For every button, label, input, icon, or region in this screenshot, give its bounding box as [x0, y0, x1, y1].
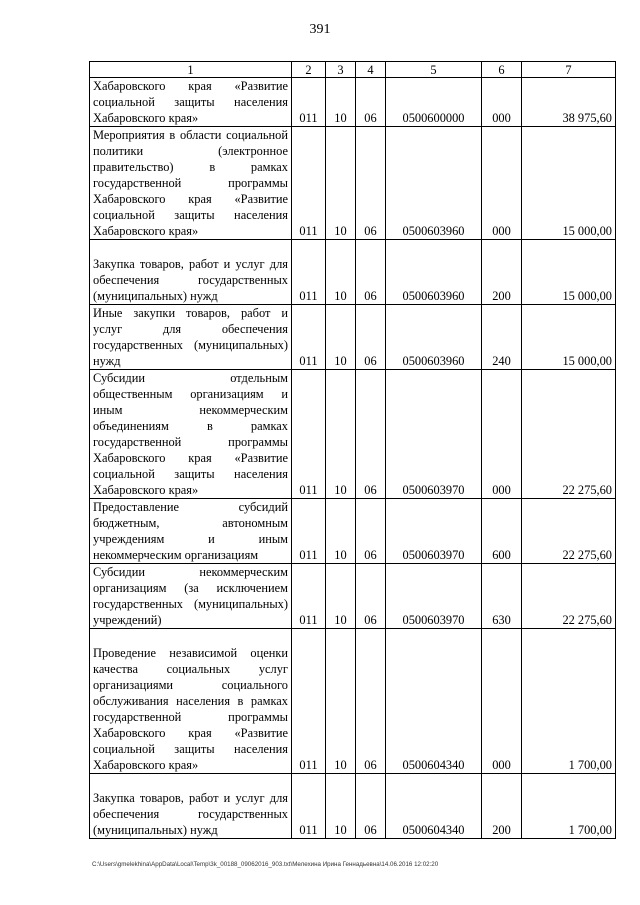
- row-code-expense: 000: [482, 629, 522, 774]
- row-amount: 1 700,00: [522, 774, 616, 839]
- row-code-subsection: 06: [356, 774, 386, 839]
- header-cell: 5: [386, 62, 482, 78]
- table-row: [90, 774, 616, 839]
- row-code-expense: 000: [482, 78, 522, 127]
- row-amount: 15 000,00: [522, 240, 616, 305]
- row-code-admin: 011: [292, 78, 326, 127]
- table-row: [90, 629, 616, 774]
- row-code-admin: 011: [292, 629, 326, 774]
- budget-table: [89, 61, 616, 839]
- row-code-target: 0500603960: [386, 305, 482, 370]
- row-code-expense: 200: [482, 240, 522, 305]
- row-code-admin: 011: [292, 240, 326, 305]
- row-name: Субсидии отдельным общественным организациям и иным некоммерческим объединениям в рамках государственной программы Хабаровского края «Развитие социальной защиты населения Хабаровского края»: [90, 370, 292, 499]
- file-path-footer: C:\Users\gmelekhina\AppData\Local\Temp\3k_00188_09062016_903.txt\Мелехина Ирина Геннадьевна\14.06.2016 12:02:20: [92, 861, 439, 868]
- row-code-subsection: 06: [356, 127, 386, 240]
- row-code-section: 10: [326, 370, 356, 499]
- row-code-expense: 600: [482, 499, 522, 564]
- table-row: [90, 240, 616, 305]
- row-amount: 15 000,00: [522, 305, 616, 370]
- row-code-admin: 011: [292, 370, 326, 499]
- row-code-section: 10: [326, 629, 356, 774]
- row-code-target: 0500603960: [386, 240, 482, 305]
- row-code-expense: 000: [482, 127, 522, 240]
- row-amount: 38 975,60: [522, 78, 616, 127]
- row-code-subsection: 06: [356, 499, 386, 564]
- row-code-section: 10: [326, 499, 356, 564]
- row-name: Мероприятия в области социальной политики (электронное правительство) в рамках государственной программы Хабаровского края «Развитие социальной защиты населения Хабаровского края»: [90, 127, 292, 240]
- row-code-target: 0500600000: [386, 78, 482, 127]
- table-row: [90, 78, 616, 127]
- row-code-admin: 011: [292, 305, 326, 370]
- row-name: Предоставление субсидий бюджетным, автономным учреждениям и иным некоммерческим организациям: [90, 499, 292, 564]
- header-cell: 1: [90, 62, 292, 78]
- row-code-section: 10: [326, 305, 356, 370]
- table-header-row: [90, 62, 616, 78]
- row-amount: 22 275,60: [522, 499, 616, 564]
- header-cell: 6: [482, 62, 522, 78]
- row-code-subsection: 06: [356, 370, 386, 499]
- row-code-admin: 011: [292, 564, 326, 629]
- row-code-subsection: 06: [356, 305, 386, 370]
- row-name: Закупка товаров, работ и услуг для обеспечения государственных (муниципальных) нужд: [90, 240, 292, 305]
- header-cell: 4: [356, 62, 386, 78]
- table-row: [90, 499, 616, 564]
- row-name: Субсидии некоммерческим организациям (за исключением государственных (муниципальных) учреждений): [90, 564, 292, 629]
- row-code-section: 10: [326, 127, 356, 240]
- row-code-admin: 011: [292, 774, 326, 839]
- row-code-target: 0500603960: [386, 127, 482, 240]
- row-code-target: 0500604340: [386, 629, 482, 774]
- row-code-subsection: 06: [356, 78, 386, 127]
- row-code-subsection: 06: [356, 240, 386, 305]
- row-code-expense: 240: [482, 305, 522, 370]
- row-code-expense: 200: [482, 774, 522, 839]
- row-code-section: 10: [326, 78, 356, 127]
- table-row: [90, 127, 616, 240]
- row-name: Проведение независимой оценки качества социальных услуг организациями социального обслуживания населения в рамках государственной программы Хабаровского края «Развитие социальной защиты населения Хабаровского края»: [90, 629, 292, 774]
- row-code-admin: 011: [292, 127, 326, 240]
- row-code-section: 10: [326, 240, 356, 305]
- row-amount: 22 275,60: [522, 370, 616, 499]
- row-code-subsection: 06: [356, 564, 386, 629]
- row-name: Закупка товаров, работ и услуг для обеспечения государственных (муниципальных) нужд: [90, 774, 292, 839]
- row-code-subsection: 06: [356, 629, 386, 774]
- row-code-expense: 000: [482, 370, 522, 499]
- row-amount: 15 000,00: [522, 127, 616, 240]
- row-amount: 1 700,00: [522, 629, 616, 774]
- row-name: Иные закупки товаров, работ и услуг для обеспечения государственных (муниципальных) нужд: [90, 305, 292, 370]
- row-code-section: 10: [326, 564, 356, 629]
- table-row: [90, 564, 616, 629]
- header-cell: 3: [326, 62, 356, 78]
- row-code-expense: 630: [482, 564, 522, 629]
- row-amount: 22 275,60: [522, 564, 616, 629]
- row-code-target: 0500604340: [386, 774, 482, 839]
- row-code-section: 10: [326, 774, 356, 839]
- row-code-admin: 011: [292, 499, 326, 564]
- header-cell: 7: [522, 62, 616, 78]
- row-name: Хабаровского края «Развитие социальной защиты населения Хабаровского края»: [90, 78, 292, 127]
- table-row: [90, 370, 616, 499]
- row-code-target: 0500603970: [386, 499, 482, 564]
- row-code-target: 0500603970: [386, 564, 482, 629]
- row-code-target: 0500603970: [386, 370, 482, 499]
- page-number: 391: [309, 22, 331, 37]
- header-cell: 2: [292, 62, 326, 78]
- table-row: [90, 305, 616, 370]
